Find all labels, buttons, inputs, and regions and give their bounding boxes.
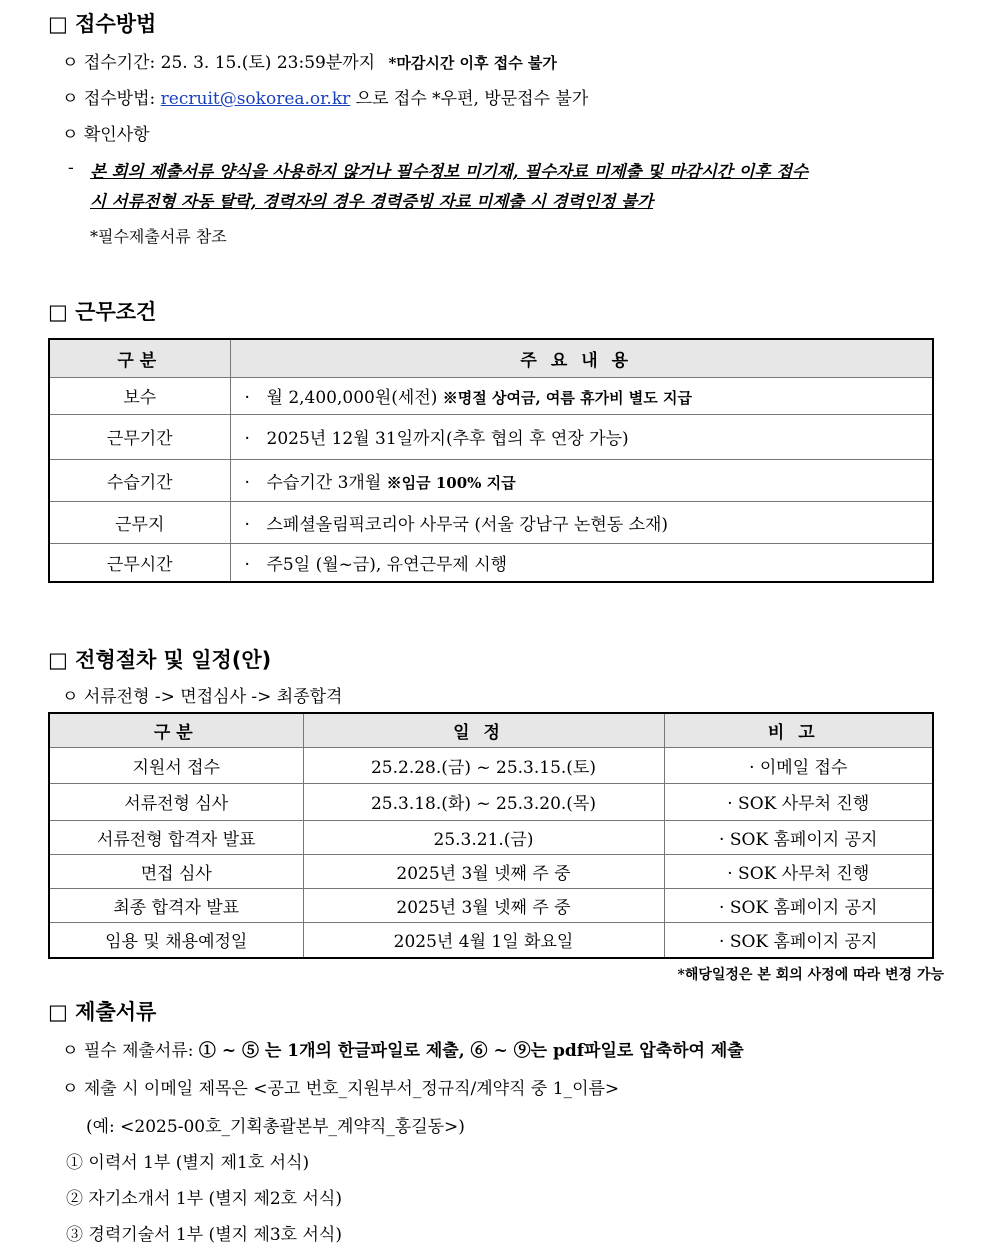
receipt-period-note: *마감시간 이후 접수 불가: [388, 54, 557, 72]
bullet: ·: [244, 472, 250, 493]
schedule-date: 25.3.21.(금): [303, 820, 664, 854]
section-heading-documents: □ 제출서류: [48, 1000, 157, 1024]
schedule-category: 면접 심사: [49, 854, 303, 888]
condition-content: 주5일 (월~금), 유연근무제 시행: [266, 554, 508, 575]
schedule-date: 2025년 3월 넷째 주 중: [303, 888, 664, 922]
schedule-header-row: [49, 713, 933, 747]
condition-category: 보수: [49, 377, 230, 414]
schedule-remark: · 이메일 접수: [664, 747, 933, 783]
schedule-category: 최종 합격자 발표: [49, 888, 303, 922]
bullet: ·: [244, 388, 250, 408]
receipt-check-line2: 시 서류전형 자동 탈락, 경력자의 경우 경력증빙 자료 미제출 시 경력인정 불가: [90, 192, 654, 211]
condition-note: ※명절 상여금, 여름 휴가비 별도 지급: [442, 389, 692, 407]
receipt-check-label: ㅇ 확인사항: [62, 125, 150, 145]
table-row: [49, 459, 933, 501]
schedule-category: 지원서 접수: [49, 747, 303, 783]
condition-content: 스페셜올림픽코리아 사무국 (서울 강남구 논현동 소재): [266, 514, 669, 535]
table-row: [49, 783, 933, 820]
schedule-footnote: *해당일정은 본 회의 사정에 따라 변경 가능: [677, 967, 944, 983]
receipt-method-suffix: 으로 접수 *우편, 방문접수 불가: [355, 89, 589, 109]
schedule-category: 임용 및 채용예정일: [49, 922, 303, 958]
schedule-date: 2025년 4월 1일 화요일: [303, 922, 664, 958]
documents-required-text: ① ~ ⑤ 는 1개의 한글파일로 제출, ⑥ ~ ⑨는 pdf파일로 압축하여 제출: [198, 1041, 744, 1061]
schedule-col-date: 일정: [303, 713, 664, 747]
receipt-check-dash: -: [68, 158, 74, 178]
document-item: ③ 경력기술서 1부 (별지 제3호 서식): [66, 1225, 342, 1245]
condition-content: 월 2,400,000원(세전): [266, 388, 438, 408]
bullet: ·: [244, 554, 250, 575]
table-row: [49, 501, 933, 543]
schedule-date: 25.2.28.(금) ~ 25.3.15.(토): [303, 747, 664, 783]
condition-content-cell: [230, 459, 933, 501]
receipt-check-line1: 본 회의 제출서류 양식을 사용하지 않거나 필수정보 미기재, 필수자료 미제출 및 마감시간 이후 접수: [90, 162, 808, 181]
schedule-flow: ㅇ 서류전형 -> 면접심사 -> 최종합격: [62, 687, 343, 707]
condition-content: 2025년 12월 31일까지(추후 협의 후 연장 가능): [266, 429, 629, 449]
receipt-period: [62, 48, 557, 73]
schedule-remark: · SOK 홈페이지 공지: [664, 820, 933, 854]
section-heading-schedule: □ 전형절차 및 일정(안): [48, 648, 272, 672]
email-link[interactable]: recruit@sokorea.or.kr: [160, 89, 351, 109]
schedule-col-category: 구분: [49, 713, 303, 747]
section-heading-receipt: □ 접수방법: [48, 12, 157, 36]
document-item: ② 자기소개서 1부 (별지 제2호 서식): [66, 1189, 342, 1209]
schedule-table: [48, 712, 934, 959]
schedule-col-remark: 비고: [664, 713, 933, 747]
table-row: [49, 377, 933, 414]
condition-content-cell: [230, 414, 933, 459]
receipt-method-prefix: ㅇ 접수방법:: [62, 89, 156, 109]
table-row: [49, 888, 933, 922]
schedule-remark: · SOK 사무처 진행: [664, 783, 933, 820]
condition-category: 근무지: [49, 501, 230, 543]
table-row: [49, 414, 933, 459]
section-heading-conditions: □ 근무조건: [48, 300, 157, 324]
table-row: [49, 922, 933, 958]
schedule-date: 2025년 3월 넷째 주 중: [303, 854, 664, 888]
receipt-check-note: *필수제출서류 참조: [90, 227, 227, 246]
condition-category: 수습기간: [49, 459, 230, 501]
schedule-date: 25.3.18.(화) ~ 25.3.20.(목): [303, 783, 664, 820]
documents-required-prefix: ㅇ 필수 제출서류:: [62, 1041, 194, 1061]
bullet: ·: [244, 429, 250, 449]
documents-example: (예: <2025-00호_기획총괄본부_계약직_홍길동>): [86, 1117, 465, 1137]
condition-content: 수습기간 3개월: [266, 472, 382, 493]
table-row: [49, 854, 933, 888]
conditions-table: [48, 338, 934, 583]
schedule-category: 서류전형 합격자 발표: [49, 820, 303, 854]
condition-category: 근무시간: [49, 543, 230, 582]
table-row: [49, 747, 933, 783]
condition-category: 근무기간: [49, 414, 230, 459]
documents-required: [62, 1036, 744, 1061]
table-row: [49, 820, 933, 854]
schedule-remark: · SOK 홈페이지 공지: [664, 888, 933, 922]
conditions-col-content: 주요내용: [230, 339, 933, 377]
conditions-col-category: 구분: [49, 339, 230, 377]
documents-subject-line: ㅇ 제출 시 이메일 제목은 <공고 번호_지원부서_정규직/계약직 중 1_이름>: [62, 1079, 620, 1099]
receipt-period-label: ㅇ 접수기간: 25. 3. 15.(토) 23:59분까지: [62, 53, 376, 73]
schedule-remark: · SOK 사무처 진행: [664, 854, 933, 888]
conditions-header-row: [49, 339, 933, 377]
table-row: [49, 543, 933, 582]
condition-note: ※임금 100% 지급: [386, 473, 516, 492]
schedule-category: 서류전형 심사: [49, 783, 303, 820]
receipt-method: [62, 84, 588, 109]
document-item: ① 이력서 1부 (별지 제1호 서식): [66, 1153, 310, 1173]
condition-content-cell: [230, 501, 933, 543]
condition-content-cell: [230, 543, 933, 582]
schedule-remark: · SOK 홈페이지 공지: [664, 922, 933, 958]
bullet: ·: [244, 514, 250, 535]
condition-content-cell: [230, 377, 933, 414]
